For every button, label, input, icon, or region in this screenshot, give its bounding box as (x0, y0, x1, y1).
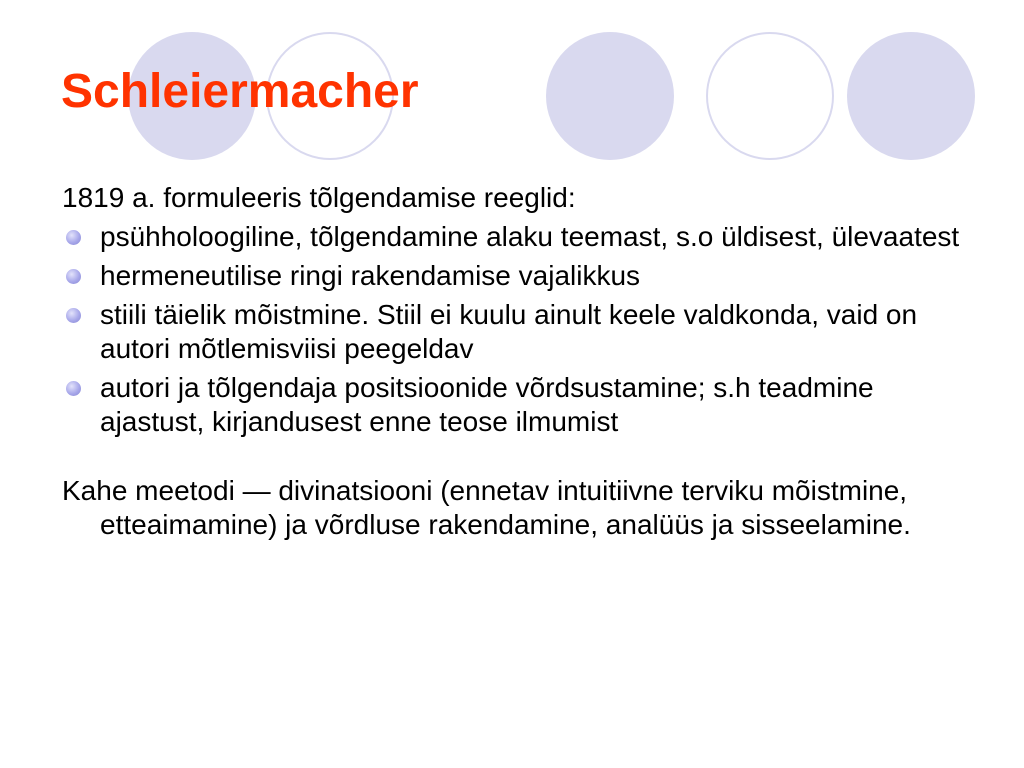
intro-text: 1819 a. formuleeris tõlgendamise reeglid: (62, 182, 576, 213)
rules-list (62, 220, 982, 439)
list-item (62, 298, 982, 366)
list-item-text: autori ja tõlgendaja positsioonide võrdsustamine; s.h teadmine ajastust, kirjandusest enne teose ilmumist (100, 372, 874, 437)
methods-paragraph: Kahe meetodi — divinatsiooni (ennetav intuitiivne terviku mõistmine, etteaimamine) ja võrdluse rakendamine, analüüs ja sisseelamine. (62, 475, 911, 540)
list-item (62, 220, 982, 254)
slide-body (62, 181, 982, 542)
list-item-text: psühholoogiline, tõlgendamine alaku teemast, s.o üldisest, ülevaatest (100, 221, 960, 252)
list-item (62, 259, 982, 293)
decor-circle-4 (707, 33, 833, 159)
list-item-text: hermeneutilise ringi rakendamise vajalikkus (100, 260, 641, 291)
slide-title: Schleiermacher (61, 65, 419, 118)
bullet-icon (66, 308, 81, 323)
bullet-icon (66, 269, 81, 284)
decor-circle-3 (546, 32, 674, 160)
list-item-text: stiili täielik mõistmine. Stiil ei kuulu ainult keele valdkonda, vaid on autori mõtlemisviisi peegeldav (100, 299, 918, 364)
list-item (62, 371, 982, 439)
bullet-icon (66, 230, 81, 245)
bullet-icon (66, 381, 81, 396)
decor-circle-5 (847, 32, 975, 160)
